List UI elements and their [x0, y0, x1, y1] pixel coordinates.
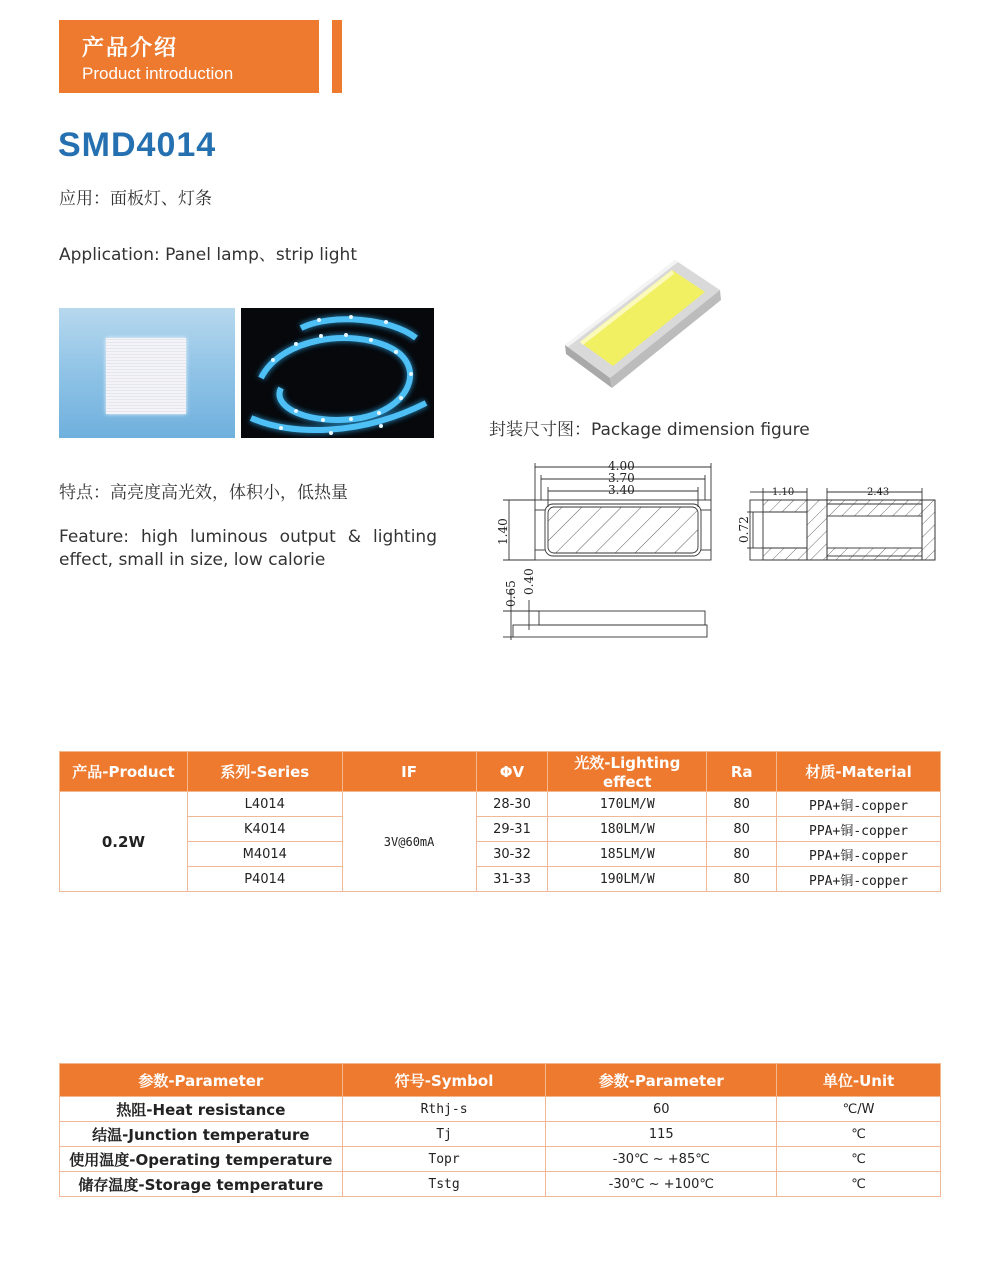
series-cell: K4014 — [187, 817, 342, 842]
col-if: IF — [342, 752, 476, 792]
flux-cell: 29-31 — [476, 817, 548, 842]
parameter-symbol: Rthj-s — [342, 1097, 546, 1122]
efficacy-cell: 185LM/W — [548, 842, 707, 867]
parameter-unit: ℃ — [777, 1147, 941, 1172]
table-row — [60, 1097, 941, 1122]
parameter-unit: ℃/W — [777, 1097, 941, 1122]
feature-en: Feature: high luminous output & lighting effect, small in size, low calorie — [59, 527, 437, 570]
ra-cell: 80 — [707, 792, 777, 817]
parameter-name: 使用温度-Operating temperature — [60, 1147, 343, 1172]
package-caption: 封装尺寸图：Package dimension figure — [489, 420, 810, 440]
material-cell: PPA+铜-copper — [777, 842, 941, 867]
parameter-name: 热阻-Heat resistance — [60, 1097, 343, 1122]
col-value: 参数-Parameter — [546, 1064, 777, 1097]
table-row — [60, 842, 941, 867]
col-ra: Ra — [707, 752, 777, 792]
model-title: SMD4014 — [58, 126, 217, 164]
dim-width-middle: 3.70 — [608, 471, 635, 485]
col-parameter: 参数-Parameter — [60, 1064, 343, 1097]
col-unit: 单位-Unit — [777, 1064, 941, 1097]
efficacy-cell: 170LM/W — [548, 792, 707, 817]
parameter-value: -30℃ ~ +85℃ — [546, 1147, 777, 1172]
col-material: 材质-Material — [777, 752, 941, 792]
dim-pad-left: 1.10 — [772, 487, 795, 498]
dim-body-thickness: 0.40 — [522, 568, 536, 595]
parameter-name: 储存温度-Storage temperature — [60, 1172, 343, 1197]
strip-light-image — [241, 308, 434, 438]
ra-cell: 80 — [707, 817, 777, 842]
feature-cn: 特点：高亮度高光效，体积小，低热量 — [59, 483, 348, 503]
spec-table-header — [60, 752, 941, 792]
strip-light-photo — [241, 308, 434, 438]
col-product: 产品-Product — [60, 752, 188, 792]
table-row — [60, 1122, 941, 1147]
table-row — [60, 792, 941, 817]
ra-cell: 80 — [707, 867, 777, 892]
col-efficacy: 光效-Lighting effect — [548, 752, 707, 792]
dim-total-thickness: 0.65 — [504, 580, 518, 607]
package-dimension-drawing — [495, 455, 945, 650]
application-cn: 应用：面板灯、灯条 — [59, 189, 212, 209]
led-package-render — [560, 250, 730, 390]
flux-cell: 30-32 — [476, 842, 548, 867]
header-banner — [59, 20, 319, 93]
dim-width-inner: 3.40 — [608, 483, 635, 497]
efficacy-cell: 180LM/W — [548, 817, 707, 842]
parameter-table-header — [60, 1064, 941, 1097]
application-en: Application: Panel lamp、strip light — [59, 245, 357, 265]
efficacy-cell: 190LM/W — [548, 867, 707, 892]
parameter-table — [59, 1063, 941, 1197]
dim-height: 1.40 — [496, 518, 510, 545]
header-accent-bar — [332, 20, 342, 93]
product-power: 0.2W — [60, 792, 188, 892]
flux-cell: 28-30 — [476, 792, 548, 817]
table-row — [60, 817, 941, 842]
table-row — [60, 1172, 941, 1197]
series-cell: L4014 — [187, 792, 342, 817]
parameter-value: 60 — [546, 1097, 777, 1122]
parameter-symbol: Tstg — [342, 1172, 546, 1197]
parameter-symbol: Topr — [342, 1147, 546, 1172]
if-value: 3V@60mA — [342, 792, 476, 892]
dim-pad-height: 0.72 — [737, 516, 751, 543]
spec-table — [59, 751, 941, 892]
parameter-value: -30℃ ~ +100℃ — [546, 1172, 777, 1197]
header-title-en: Product introduction — [82, 64, 234, 83]
dim-width-outer: 4.00 — [608, 459, 635, 473]
series-cell: M4014 — [187, 842, 342, 867]
material-cell: PPA+铜-copper — [777, 792, 941, 817]
material-cell: PPA+铜-copper — [777, 817, 941, 842]
ra-cell: 80 — [707, 842, 777, 867]
table-row — [60, 867, 941, 892]
panel-lamp-image — [106, 338, 186, 414]
table-row — [60, 1147, 941, 1172]
flux-cell: 31-33 — [476, 867, 548, 892]
parameter-symbol: Tj — [342, 1122, 546, 1147]
parameter-value: 115 — [546, 1122, 777, 1147]
series-cell: P4014 — [187, 867, 342, 892]
dim-pad-right: 2.43 — [867, 487, 890, 498]
material-cell: PPA+铜-copper — [777, 867, 941, 892]
col-flux: ΦV — [476, 752, 548, 792]
panel-lamp-photo — [59, 308, 235, 438]
parameter-unit: ℃ — [777, 1172, 941, 1197]
header-title-cn: 产品介绍 — [82, 36, 179, 61]
parameter-unit: ℃ — [777, 1122, 941, 1147]
col-series: 系列-Series — [187, 752, 342, 792]
col-symbol: 符号-Symbol — [342, 1064, 546, 1097]
parameter-name: 结温-Junction temperature — [60, 1122, 343, 1147]
